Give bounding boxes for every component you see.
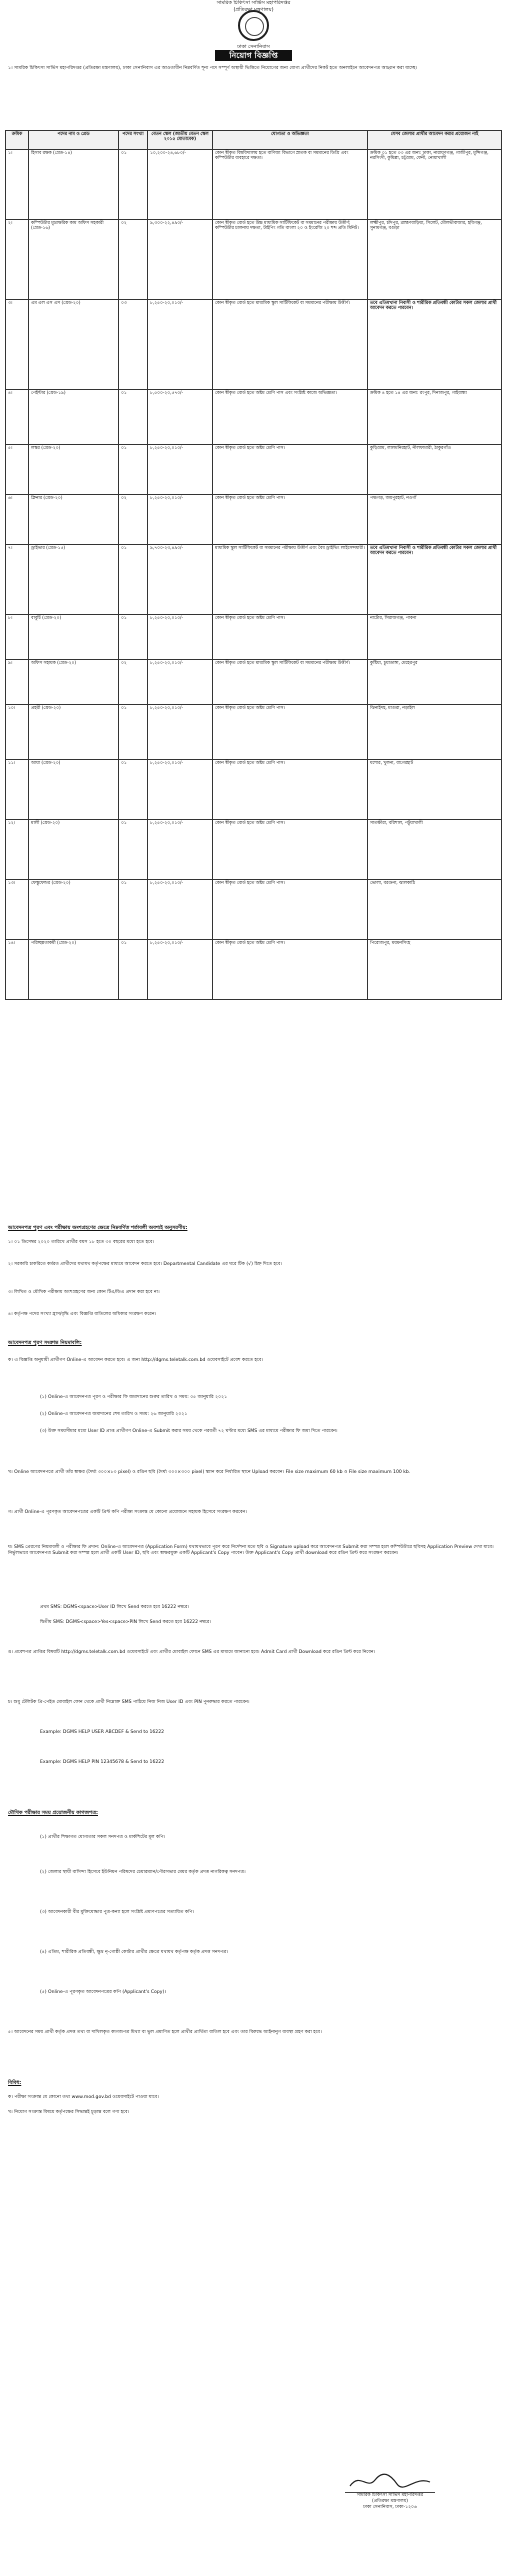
cell-qual: কোন স্বীকৃত বোর্ড হতে অষ্টম শ্রেণি পাস এবং সংশ্লিষ্ট কাজে অভিজ্ঞতা।	[213, 390, 368, 445]
cell-post: কম্পিউটার মুদ্রাক্ষরিক কাম অফিস সহকারী (গ্রেড-১৬)	[29, 220, 119, 300]
table-row	[6, 880, 502, 940]
cell-qual: কোন স্বীকৃত বোর্ড হতে অষ্টম শ্রেণি পাস।	[213, 445, 368, 495]
condition-4: ৪। কর্তৃপক্ষ পদের সংখ্যা হ্রাস/বৃদ্ধি এবং বিজ্ঞপ্তি বাতিলের অধিকার সংরক্ষণ করেন।	[8, 1312, 157, 1317]
cell-qual: কোন স্বীকৃত বিশ্ববিদ্যালয় হতে বাণিজ্য বিভাগে স্নাতক বা সমমানের ডিগ্রি এবং কম্পিউটার ব্যবহারে দক্ষতা।	[213, 150, 368, 220]
cell-qual: কোন স্বীকৃত বোর্ড হতে অষ্টম শ্রেণি পাস।	[213, 615, 368, 660]
condition-3: ৩। লিখিত ও মৌখিক পরীক্ষায় অংশগ্রহণের জন্য কোন টিএ/ডিএ প্রদান করা হবে না।	[8, 1290, 160, 1295]
table-header-row	[6, 131, 502, 150]
signature-line2: (প্রতিরক্ষা মন্ত্রণালয়)	[371, 2499, 409, 2504]
condition-2: ২। সরকারি চাকরিতে কর্মরত প্রার্থীদের যথাযথ কর্তৃপক্ষের মাধ্যমে আবেদন করতে হবে। Departmental Candidate এর ঘরে টিক (√) চিহ্ন দিতে হবে।	[8, 1262, 282, 1267]
cell-post: আয়া (গ্রেড-২০)	[29, 760, 119, 820]
cell-sl: ১১।	[6, 760, 29, 820]
cell-post: এম এল এস এস (গ্রেড-২০)	[29, 300, 119, 390]
docs-title: মৌখিক পরীক্ষার সময় প্রয়োজনীয় কাগজপত্র:	[8, 1810, 98, 1816]
cell-qual: কোন স্বীকৃত বোর্ড হতে উচ্চ মাধ্যমিক সার্টিফিকেট বা সমমানের পরীক্ষায় উত্তীর্ণ; কম্পিউটার চালনায় দক্ষতা, টাইপিং গতি বাংলা ২০ ও ইংরেজি ২০ শব্দ প্রতি মিনিট।	[213, 220, 368, 300]
header-line1: সামরিক চিকিৎসা সার্ভিস মহাপরিদপ্তর	[216, 0, 291, 6]
footer-label: বিবিধ:	[8, 2080, 22, 2086]
cell-num: ০১	[119, 820, 148, 880]
cell-dist: কুষ্টিয়া, চুয়াডাঙ্গা, মেহেরপুর	[368, 660, 502, 705]
cell-dist: পিরোজপুর, ময়মনসিংহ	[368, 940, 502, 1000]
cell-qual: কোন স্বীকৃত বোর্ড হতে অষ্টম শ্রেণি পাস।	[213, 820, 368, 880]
cell-num: ০১	[119, 545, 148, 615]
table-row	[6, 820, 502, 880]
help-text: চ। শুধু টেলিটক প্রি-পেইড মোবাইল ফোন থেকে প্রার্থী নিম্নোক্ত SMS পাঠিয়ে নিজ নিজ User ID এবং PIN পুনরুদ্ধার করতে পারবেন।	[8, 1700, 250, 1705]
cell-num: ০২	[119, 495, 148, 545]
cell-num: ০১	[119, 705, 148, 760]
cell-qual: কোন স্বীকৃত বোর্ড হতে অষ্টম শ্রেণি পাস।	[213, 880, 368, 940]
sms-step-2: দ্বিতীয় SMS: DGMS<space>Yes<space>PIN লিখে Send করতে হবে 16222 নম্বরে।	[40, 1620, 211, 1625]
header-line2: (প্রতিরক্ষা মন্ত্রণালয়)	[233, 7, 274, 13]
cell-sl: ১।	[6, 150, 29, 220]
sms-example-user: Example: DGMS HELP USER ABCDEF & Send to 16222	[40, 1730, 165, 1735]
cell-post: লস্কর (গ্রেড-২০)	[29, 445, 119, 495]
cell-num: ০১	[119, 760, 148, 820]
cell-dist: ঝিনাইদহ, মাগুরা, নড়াইল	[368, 705, 502, 760]
col-post: পদের নাম ও গ্রেড	[29, 131, 119, 150]
intro-text: ১। সামরিক চিকিৎসা সার্ভিস মহাপরিদপ্তর (প্রতিরক্ষা মন্ত্রণালয়), ঢাকা সেনানিবাস এর আওতাধীন নিম্নবর্ণিত শূন্য পদে সম্পূর্ণ অস্থায়ী ভিত্তিতে নিয়োগের জন্য যোগ্য প্রার্থীদের নিকট হতে অনলাইনে আবেদনপত্র আহ্বান করা যাচ্ছে।	[8, 66, 418, 71]
table-row	[6, 705, 502, 760]
cell-dist: ক্রমিক ৪ হতে ১৪ এর জন্য: রংপুর, দিনাজপুর, গাইবান্ধা	[368, 390, 502, 445]
cell-dist: লক্ষ্মীপুর, চাঁদপুর, ব্রাহ্মণবাড়িয়া, সিলেট, মৌলভীবাজার, হবিগঞ্জ, সুনামগঞ্জ, বগুড়া	[368, 220, 502, 300]
cell-sl: ৯।	[6, 660, 29, 705]
date-3: (৩) উক্ত সময়সীমার মধ্যে User ID প্রাপ্ত প্রার্থীগণ Online-এ Submit করার সময় থেকে পরবর্তী ৭২ ঘণ্টার মধ্যে SMS এর মাধ্যমে পরীক্ষার ফি জমা দিতে পারবেন।	[40, 1429, 338, 1434]
cell-dist: পঞ্চগড়, জয়পুরহাট, নওগাঁ	[368, 495, 502, 545]
cell-scale: ১০,২০০-২৪,৬৮০/-	[148, 150, 213, 220]
cell-scale: ৯,৭০০-২৩,৪৯০/-	[148, 545, 213, 615]
col-scale: বেতন স্কেল (জাতীয় বেতন স্কেল ২০১৫ মোতাবেক)	[148, 131, 213, 150]
cell-sl: ৭।	[6, 545, 29, 615]
cell-qual: কোন স্বীকৃত বোর্ড হতে অষ্টম শ্রেণি পাস।	[213, 760, 368, 820]
header	[0, 0, 507, 60]
cell-sl: ৫।	[6, 445, 29, 495]
table-row	[6, 220, 502, 300]
doc-item-3: (৩) আবেদনকারী বীর মুক্তিযোদ্ধার পুত্র-কন্যা হলে সংশ্লিষ্ট প্রমাণপত্রের সত্যায়িত কপি।	[40, 1910, 195, 1915]
cell-post: মালী (গ্রেড-২০)	[29, 820, 119, 880]
table-row	[6, 940, 502, 1000]
cell-post: বাবুর্চি (গ্রেড-২০)	[29, 615, 119, 660]
cell-scale: ৮,৫০০-২০,৫৭০/-	[148, 390, 213, 445]
doc-item-1: (১) প্রার্থীর শিক্ষাগত যোগ্যতার সকল সনদপত্র ও মার্কশিটের মূল কপি।	[40, 1835, 166, 1840]
cell-scale: ৮,২৫০-২০,০১০/-	[148, 445, 213, 495]
cell-dist: তবে এতিমখানা নিবাসী ও শারীরিক প্রতিবন্ধী কোটার সকল জেলার প্রার্থী আবেদন করতে পারবেন।	[368, 300, 502, 390]
cell-num: ০২	[119, 660, 148, 705]
cell-num: ০১	[119, 880, 148, 940]
footer-line-1: ক। পরীক্ষা সংক্রান্ত যে কোনো তথ্য www.mod.gov.bd ওয়েবসাইটে পাওয়া যাবে।	[8, 2095, 159, 2100]
cell-dist: সাতক্ষীরা, বরিশাল, পটুয়াখালী	[368, 820, 502, 880]
cell-qual: কোন স্বীকৃত বোর্ড হতে অষ্টম শ্রেণি পাস।	[213, 940, 368, 1000]
cell-sl: ১২।	[6, 820, 29, 880]
col-qual: যোগ্যতা ও অভিজ্ঞতা	[213, 131, 368, 150]
online-p3: গ। প্রার্থী Online-এ পূরণকৃত আবেদনপত্রের একটি প্রিন্ট কপি পরীক্ষা সংক্রান্ত যে কোনো প্রয়োজনে সহায়ক হিসেবে সংরক্ষণ করবেন।	[8, 1510, 247, 1515]
conditions-title: আবেদনপত্র পূরণ এবং পরীক্ষায় অংশগ্রহণের ক্ষেত্রে নিম্নবর্ণিত শর্তাবলী অবশ্যই অনুসরণীয়:	[8, 1225, 188, 1231]
cell-post: হিসাব রক্ষক (গ্রেড-১৪)	[29, 150, 119, 220]
date-1: (১) Online-এ আবেদনপত্র পূরণ ও পরীক্ষার ফি জমাদানের শুরুর তারিখ ও সময়: ০৫ জানুয়ারি ২০২১	[40, 1395, 228, 1400]
vacancy-table	[5, 130, 502, 1000]
cell-qual: কোন স্বীকৃত বোর্ড হতে অষ্টম শ্রেণি পাস।	[213, 495, 368, 545]
sms-instructions: ঘ। SMS প্রেরণের নিয়মাবলী ও পরীক্ষার ফি প্রদান: Online-এ আবেদনপত্র (Application Form) যথাযথভাবে পূরণ করে নির্দেশনা মতে ছবি ও Signature upload করে আবেদনপত্র Submit করা সম্পন্ন হলে কম্পিউটারে ছবিসহ Application Preview দেখা যাবে। নির্ভুলভাবে আবেদনপত্র Submit করা সম্পন্ন হলে প্রার্থী একটি User ID, ছবি এবং স্বাক্ষরযুক্ত একটি Applicant's Copy পাবেন। উক্ত Applicant's Copy প্রার্থী download করে রঙিন প্রিন্ট করে সংরক্ষণ করবেন।	[8, 1545, 494, 1556]
table-row	[6, 660, 502, 705]
condition-1: ১। ০১ ডিসেম্বর ২০২০ তারিখে প্রার্থীর বয়স ১৮ হতে ৩০ বছরের মধ্যে হতে হবে।	[8, 1240, 155, 1245]
page-title: নিয়োগ বিজ্ঞপ্তি	[215, 50, 292, 61]
col-dist: যেসব জেলার প্রার্থীর আবেদন করার প্রয়োজন নাই	[368, 131, 502, 150]
online-title: আবেদনপত্র পূরণ সংক্রান্ত নিয়মাবলি:	[8, 1340, 82, 1346]
signature-line1: সামরিক চিকিৎসা সার্ভিস মহাপরিদপ্তর	[356, 2493, 424, 2498]
cell-scale: ৮,২৫০-২০,০১০/-	[148, 940, 213, 1000]
doc-item-5: (৫) Online-এ পূরণকৃত আবেদনপত্রের কপি (Applicant's Copy)।	[40, 1990, 167, 1995]
cell-post: ক্লিনার (গ্রেড-২০)	[29, 495, 119, 545]
cell-dist: যশোর, খুলনা, বাগেরহাট	[368, 760, 502, 820]
cell-num: ০৩	[119, 300, 148, 390]
cell-qual: কোন স্বীকৃত বোর্ড হতে অষ্টম শ্রেণি পাস।	[213, 705, 368, 760]
cell-scale: ৮,২৫০-২০,০১০/-	[148, 615, 213, 660]
cell-scale: ৮,২৫০-২০,০১০/-	[148, 760, 213, 820]
online-p2: খ। Online আবেদনপত্রে প্রার্থী তাঁর স্বাক্ষর (দৈর্ঘ্য ৩০০×৮০ pixel) ও রঙিন ছবি (দৈর্ঘ্য ৩০০×৩০০ pixel) স্ক্যান করে নির্ধারিত স্থানে Upload করবেন। File size maximum 60 kb ও File size maximum 100 kb.	[8, 1470, 411, 1475]
footer-line-2: খ। নিয়োগ সংক্রান্ত বিষয়ে কর্তৃপক্ষের সিদ্ধান্তই চূড়ান্ত বলে গণ্য হবে।	[8, 2110, 130, 2115]
table-row	[6, 445, 502, 495]
admit-card-text: ঙ। প্রবেশপত্র প্রাপ্তির বিষয়টি http://dgms.teletalk.com.bd ওয়েবসাইটে এবং প্রার্থীর মোবাইল ফোনে SMS এর মাধ্যমে জানানো হবে। Admit Card প্রার্থী Download করে রঙিন প্রিন্ট করে নিবেন।	[8, 1650, 376, 1655]
sms-example-pin: Example: DGMS HELP PIN 12345678 & Send to 16222	[40, 1760, 165, 1765]
cell-post: প্রহরী (গ্রেড-২০)	[29, 705, 119, 760]
table-row	[6, 495, 502, 545]
doc-item-2: (২) জেলার স্থায়ী বাসিন্দা হিসেবে ইউনিয়ন পরিষদের চেয়ারম্যান/পৌরসভার মেয়র কর্তৃক প্রদত্ত নাগরিকত্ব সনদপত্র।	[40, 1870, 246, 1875]
signature-line3: ঢাকা সেনানিবাস, ঢাকা-১২০৬	[363, 2505, 417, 2510]
cell-dist: ক্রমিক ০১ হতে ০৩ এর জন্য: ঢাকা, নারায়ণগঞ্জ, গাজীপুর, মুন্সিগঞ্জ, নরসিংদী, কুমিল্লা, চট্টগ্রাম, ফেনী, নোয়াখালী	[368, 150, 502, 220]
col-num: পদের সংখ্যা	[119, 131, 148, 150]
cell-num: ০১	[119, 615, 148, 660]
cell-num: ০১	[119, 390, 148, 445]
cell-scale: ৮,২৫০-২০,০১০/-	[148, 705, 213, 760]
cell-sl: ১০।	[6, 705, 29, 760]
cell-num: ০২	[119, 220, 148, 300]
sms-step-1: প্রথম SMS: DGMS<space>User ID লিখে Send করতে হবে 16222 নম্বরে।	[40, 1605, 190, 1610]
table-row	[6, 390, 502, 445]
cell-dist: কুড়িগ্রাম, লালমনিরহাট, নীলফামারী, ঠাকুরগাঁও	[368, 445, 502, 495]
doc-item-4: (৪) এতিম, শারীরিক প্রতিবন্ধী, ক্ষুদ্র নৃ-গোষ্ঠী কোটার প্রার্থীর ক্ষেত্রে যথাযথ কর্তৃপক্ষ কর্তৃক প্রদত্ত সনদপত্র।	[40, 1950, 229, 1955]
cell-dist: ভোলা, বরগুনা, ঝালকাঠি	[368, 880, 502, 940]
cell-sl: ৮।	[6, 615, 29, 660]
signature-scribble	[345, 2470, 435, 2493]
cell-dist: তবে এতিমখানা নিবাসী ও শারীরিক প্রতিবন্ধী কোটার সকল জেলার প্রার্থী আবেদন করতে পারবেন।	[368, 545, 502, 615]
header-line3: ঢাকা সেনানিবাস	[237, 44, 270, 50]
table-row	[6, 300, 502, 390]
cell-sl: ৬।	[6, 495, 29, 545]
cell-sl: ৪।	[6, 390, 29, 445]
cell-num: ০১	[119, 940, 148, 1000]
cell-qual: কোন স্বীকৃত বোর্ড হতে মাধ্যমিক স্কুল সার্টিফিকেট বা সমমানের পরীক্ষায় উত্তীর্ণ।	[213, 300, 368, 390]
cell-num: ০১	[119, 445, 148, 495]
note-text: ৫। আবেদনের সময় প্রার্থী কর্তৃক প্রদত্ত তথ্য বা দাখিলকৃত কাগজপত্র মিথ্যা বা ভুল প্রমাণিত হলে প্রার্থীর প্রার্থিতা বাতিল হবে এবং তার বিরুদ্ধে আইনানুগ ব্যবস্থা গ্রহণ করা হবে।	[8, 2030, 322, 2035]
cell-scale: ৮,২৫০-২০,০১০/-	[148, 820, 213, 880]
table-row	[6, 615, 502, 660]
cell-sl: ২।	[6, 220, 29, 300]
table-row	[6, 150, 502, 220]
signature-block	[290, 2470, 490, 2511]
col-sl: ক্রমিক	[6, 131, 29, 150]
cell-qual: মাধ্যমিক স্কুল সার্টিফিকেট বা সমমানের পরীক্ষায় উত্তীর্ণ এবং বৈধ ড্রাইভিং লাইসেন্সধারী।	[213, 545, 368, 615]
cell-scale: ৮,২৫০-২০,০১০/-	[148, 880, 213, 940]
cell-post: ড্রাইভার (গ্রেড-১৫)	[29, 545, 119, 615]
cell-sl: ৩।	[6, 300, 29, 390]
cell-dist: নাটোর, সিরাজগঞ্জ, পাবনা	[368, 615, 502, 660]
cell-scale: ৯,৩০০-২২,৪৯০/-	[148, 220, 213, 300]
table-row	[6, 545, 502, 615]
cell-qual: কোন স্বীকৃত বোর্ড হতে মাধ্যমিক স্কুল সার্টিফিকেট বা সমমানের পরীক্ষায় উত্তীর্ণ।	[213, 660, 368, 705]
cell-post: পেইন্টার (গ্রেড-১৯)	[29, 390, 119, 445]
cell-num: ০১	[119, 150, 148, 220]
online-p1: ক। এ বিজ্ঞপ্তি অনুযায়ী প্রার্থীগণ Online-এ আবেদন করতে হবে। এ জন্য http://dgms.teletalk.com.bd ওয়েবসাইটে প্রবেশ করতে হবে।	[8, 1358, 263, 1363]
cell-scale: ৮,২৫০-২০,০১০/-	[148, 300, 213, 390]
seal-logo-icon	[238, 10, 269, 41]
cell-scale: ৮,২৫০-২০,০১০/-	[148, 495, 213, 545]
table-row	[6, 760, 502, 820]
cell-scale: ৮,২৫০-২০,০১০/-	[148, 660, 213, 705]
cell-post: অফিস সহায়ক (গ্রেড-২০)	[29, 660, 119, 705]
cell-post: ফেস্কুফেন্ডর (গ্রেড-২০)	[29, 880, 119, 940]
cell-sl: ১৩।	[6, 880, 29, 940]
date-2: (২) Online-এ আবেদনপত্র জমাদানের শেষ তারিখ ও সময়: ২৬ জানুয়ারি ২০২১	[40, 1412, 188, 1417]
cell-sl: ১৪।	[6, 940, 29, 1000]
cell-post: পরিচ্ছন্নতাকর্মী (গ্রেড-২০)	[29, 940, 119, 1000]
